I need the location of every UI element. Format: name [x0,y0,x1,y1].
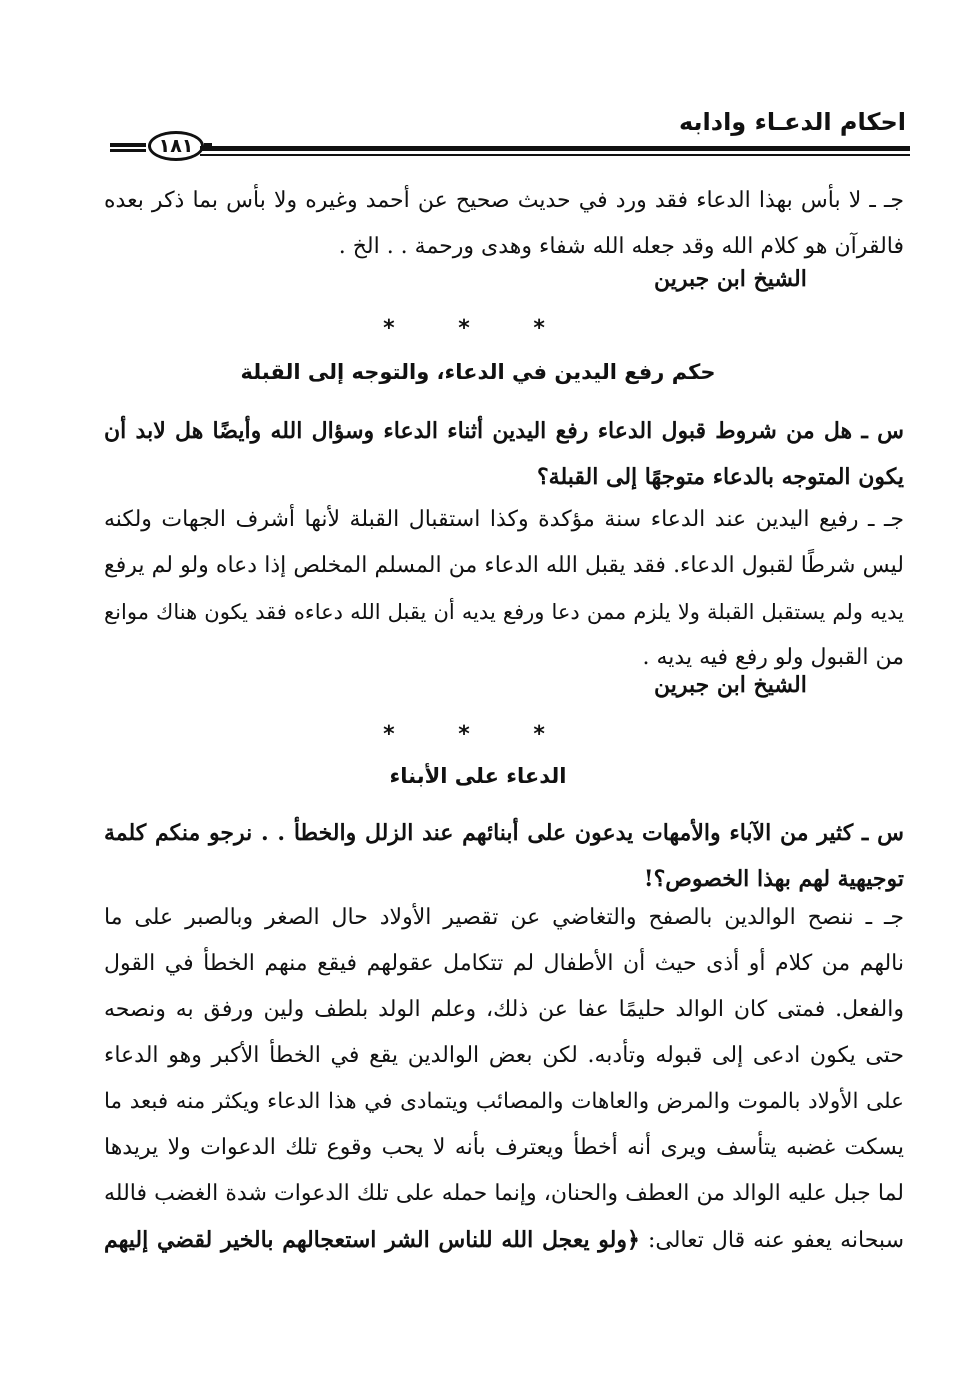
question-line: توجيهية لهم بهذا الخصوص؟! [643,866,904,892]
answer-1-text [104,178,904,270]
text-line: يديه ولم يستقبل القبلة ولا يلزم ممن دعا ورفع يديه أن يقبل الله دعاءه فقد يكون هناك موانع [104,600,904,624]
signature: الشيخ ابن جبرين [654,672,807,698]
signature: الشيخ ابن جبرين [654,266,807,292]
ornament-dash [110,143,146,147]
text-line: جـ ـ لا بأس بهذا الدعاء فقد ورد في حديث صحيح عن أحمد وغيره ولا بأس بما ذكر بعده [104,188,904,213]
running-header-title: احكام الدعـاء وادابه [678,108,906,136]
text-line: فالقرآن هو كلام الله وقد جعله الله شفاء وهدى ورحمة . . الخ . [338,234,904,259]
question-line: يكون المتوجه بالدعاء متوجهًا إلى القبلة؟ [537,464,904,490]
text-line: جـ ـ رفيع اليدين عند الدعاء سنة مؤكدة وكذا استقبال القبلة لأنها أشرف الجهات ولكنه [104,507,904,532]
ornament-dash [110,149,146,152]
answer-2 [104,497,904,681]
question-line: س ـ هل من شروط قبول الدعاء رفع اليدين أثناء الدعاء وسؤال الله وأيضًا هل لابد أن [104,418,904,444]
answer-3 [104,895,904,1264]
page-number: ١٨١ [148,131,204,161]
text-line-with-verse [104,1217,904,1264]
text-line: يسكت غضبه يتأسف ويرى أنه أخطأ ويعترف بأنه لا يحب وقوع تلك الدعوات ولا يريدها [104,1135,904,1160]
quran-verse: ﴿ولو يعجل الله للناس الشر استعجالهم بالخير لقضي إليهم [104,1227,640,1253]
text-line: ليس شرطًا لقبول الدعاء. فقد يقبل الله الدعاء من المسلم المخلص إذا دعاه ولو لم يرفع [104,553,904,578]
page-number-ornament [110,130,210,164]
question-3 [104,810,904,902]
separator-stars: * * * [383,316,573,341]
text-line: جـ ـ ننصح الوالدين بالصفح والتغاضي عن تقصير الأولاد حال الصغر وبالصبر على ما [104,905,904,930]
ornament-dash [204,143,212,147]
text-fragment: سبحانه يعفو عنه قال تعالى: [639,1228,905,1253]
text-line: لما جبل عليه الوالد من العطف والحنان، وإنما حمله على تلك الدعوات شدة الغضب فالله [104,1181,904,1206]
separator-stars: * * * [383,722,573,747]
text-line: نالهم من كلام أو أذى حيث أن الأطفال لم تتكامل عقولهم فيقع منهم الخطأ في القول [104,951,904,976]
header-rule-thin [200,154,910,156]
question-line: س ـ كثير من الآباء والأمهات يدعون على أبنائهم عند الزلل والخطأ . . نرجو منكم كلمة [104,820,904,846]
text-line: على الأولاد بالموت والمرض والعاهات والمصائب ويتمادى في هذا الدعاء ويكثر منه فبعد ما [104,1089,904,1114]
section-heading: الدعاء على الأبناء [389,764,567,788]
text-line: حتى يكون ادعى إلى قبوله وتأدبه. لكن بعض الوالدين يقع في الخطأ الأكبر وهو الدعاء [104,1043,904,1068]
text-line: من القبول ولو رفع فيه يديه . [642,645,904,670]
question-2 [104,408,904,500]
section-heading: حكم رفع اليدين في الدعاء، والتوجه إلى القبلة [240,360,716,384]
text-line: والفعل. فمتى كان الوالد حليمًا عفا عن ذلك، وعلم الولد بلطف ولين ورفق به ونصحه [104,997,904,1022]
header-rule-thick [200,146,910,151]
